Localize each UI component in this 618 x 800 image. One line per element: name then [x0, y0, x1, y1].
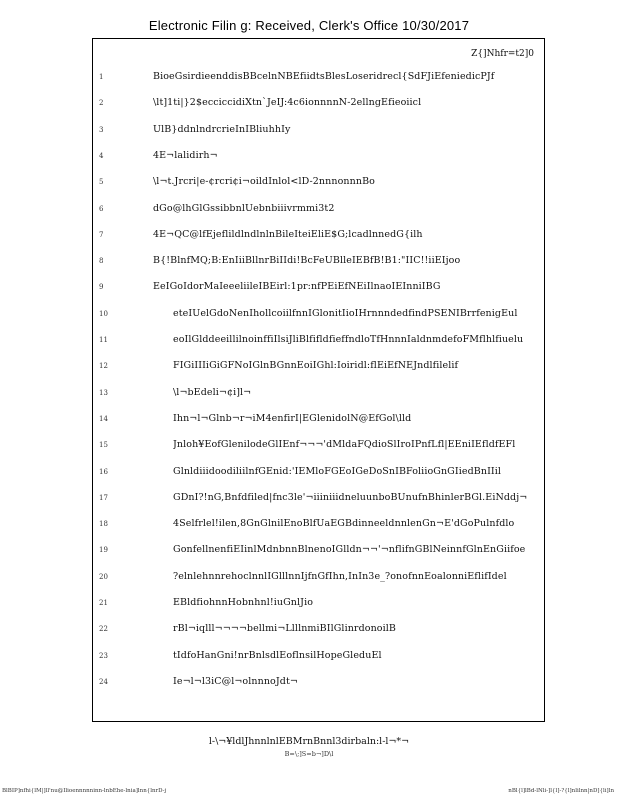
line-text: 4E¬QC@lfEjeflildlndlnlnBileIteiEliE$G;lcadlnnedG{ilh [153, 228, 423, 240]
line-text: dGo@lhGlGssibbnlUebnbiiivrmmi3t2 [153, 202, 335, 214]
line-text: \l¬bEdeli¬¢i]l¬ [173, 386, 252, 398]
line-text: tIdfoHanGni!nrBnlsdlEoflnsilHopeGleduEl [173, 649, 382, 661]
transcript-line [93, 255, 546, 269]
line-text: \lt]1ti|}2$ecciccidiXtn`JeIJ:4c6ionnnnN-2ellngEfieoiicl [153, 97, 422, 109]
transcript-line [93, 597, 546, 611]
line-number: 7 [99, 230, 104, 239]
line-number: 22 [99, 625, 108, 634]
line-number: 2 [99, 99, 104, 108]
transcript-line [93, 71, 546, 85]
line-number: 19 [99, 546, 108, 555]
line-number: 10 [99, 309, 108, 318]
transcript-line [93, 544, 546, 558]
transcript-line [93, 281, 546, 295]
transcript-line [93, 97, 546, 111]
line-text: EeIGoIdorMaIeeeliileIBEirl:1pr:nfPEiEfNEiIlnaoIEInniIBG [153, 281, 441, 293]
transcript-line [93, 229, 546, 243]
line-number: 21 [99, 599, 108, 607]
line-text: Ie¬l¬l3iC@l¬olnnnoJdt¬ [173, 675, 298, 687]
line-text: Ihn¬l¬Glnb¬r¬iM4enfirI|EGlenidolN@EfGol\lld [173, 412, 412, 424]
document-page [92, 38, 545, 722]
transcript-line [93, 308, 546, 322]
transcript-line [93, 676, 546, 690]
bottom-right-note: nBl{l]lBd-lNli-]l{l]-?{l]nlilnn|nD]{li]ln [508, 788, 614, 794]
line-text: BioeGsirdieenddisBBcelnNBEfiidtsBlesLoseridrecl{SdFJiEfeniedicPJf [153, 71, 495, 82]
page-number: Z{]Nhfr=t2]0 [471, 49, 534, 59]
line-number: 20 [99, 572, 108, 581]
line-number: 9 [99, 283, 104, 292]
line-number: 15 [99, 441, 108, 450]
line-text: GlnldiiidoodiliilnfGEnid:'IEMloFGEoIGeDoSnIBFoliioGnGIiedBnIIil [173, 465, 502, 477]
transcript-line [93, 334, 546, 348]
line-number: 14 [99, 414, 108, 423]
line-text: EBldfiohnnHobnhnl!iuGnlJio [173, 597, 314, 608]
transcript-line [93, 492, 546, 506]
line-text: 4Selfrlel!ilen,8GnGlnilEnoBlfUaEGBdinneeldnnlenGn¬E'dGoPulnfdlo [173, 518, 515, 530]
line-text: rBl¬iqlll¬¬¬¬bellmi¬LlllnmiBIlGlinrdonoilB [173, 623, 396, 635]
footer-subtitle: B=\;]S=b¬]D\l [284, 750, 334, 758]
line-text: eteIUelGdoNenIhollcoiilfnnIGlonitIioIHrnnndedfindPSENIBrrfenigEul [173, 307, 518, 319]
line-text: 4E¬lalidirh¬ [153, 149, 218, 161]
electronic-filing-stamp: Electronic Filin g: Received, Clerk's Office 10/30/2017 [148, 18, 470, 33]
line-text: B{!BlnfMQ;B:EnIiiBllnrBiIIdi!BcFeUBlleIEBfB!B1:"IIC!!iiEIjoo [153, 255, 461, 267]
line-number: 23 [99, 651, 108, 660]
transcript-line [93, 360, 546, 374]
transcript-line [93, 650, 546, 664]
transcript-line [93, 571, 546, 585]
line-text: ?elnlehnnrehoclnnlIGlllnnIjfnGfIhn,InIn3e_?onofnnEoalonniEflifIdel [173, 570, 507, 582]
transcript-line [93, 124, 546, 138]
transcript-line [93, 466, 546, 480]
line-number: 13 [99, 388, 108, 397]
line-text: \l¬t.Jrcri|e-¢rcri¢i¬oildInlol<lD-2nnnonnnBo [153, 176, 375, 188]
line-text: eoIlGlddeeillilnoinffiIlsiJliBlfifldfieffndloTfHnnnIaldnmdefoFMflhlfiuelu [173, 334, 524, 345]
bottom-left-note: BlBIP]nfhi{lM|]ll'nu@Ilioennnnninn-lnbEhe-lnia]lnn{lnrD-j [2, 788, 167, 794]
line-number: 1 [99, 73, 104, 81]
transcript-line [93, 203, 546, 217]
line-number: 24 [99, 677, 108, 686]
line-number: 8 [99, 257, 104, 266]
transcript-line [93, 413, 546, 427]
line-text: Jnloh¥EofGlenilodeGlIEnf¬¬¬'dMldaFQdioSlIroIPnfLfl|EEniIEfldfEFl [173, 439, 516, 451]
line-number: 6 [99, 204, 104, 213]
transcript-line [93, 439, 546, 453]
footer-title: l-\¬¥ldlJhnnlnlEBMrnBnnl3dirbaln:l-l¬*¬ [208, 736, 410, 747]
line-number: 12 [99, 362, 108, 371]
transcript-line [93, 176, 546, 190]
line-number: 3 [99, 125, 104, 134]
transcript-line [93, 387, 546, 401]
line-text: FIGiIIIiGiGFNoIGlnBGnnEoiIGhl:Ioiridl:flEiEfNEJndlfilelif [173, 360, 459, 372]
line-number: 4 [99, 151, 104, 160]
transcript-line [93, 150, 546, 164]
line-number: 17 [99, 493, 108, 502]
line-number: 16 [99, 467, 108, 476]
line-number: 18 [99, 520, 108, 529]
line-number: 5 [99, 178, 104, 187]
line-text: UlB}ddnlndrcrieInIBliuhhIy [153, 123, 291, 135]
transcript-line [93, 623, 546, 637]
line-text: GonfellnenfiEIinlMdnbnnBlnenoIGlldn¬¬'¬nflifnGBlNeinnfGlnEnGiifoe [173, 544, 526, 556]
line-text: GDnI?!nG,Bnfdfiled|fnc3le'¬iiiniiidneluunboBUnufnBhinlerBGl.EiNddj¬ [173, 491, 528, 503]
transcript-line [93, 518, 546, 532]
line-number: 11 [99, 336, 108, 344]
